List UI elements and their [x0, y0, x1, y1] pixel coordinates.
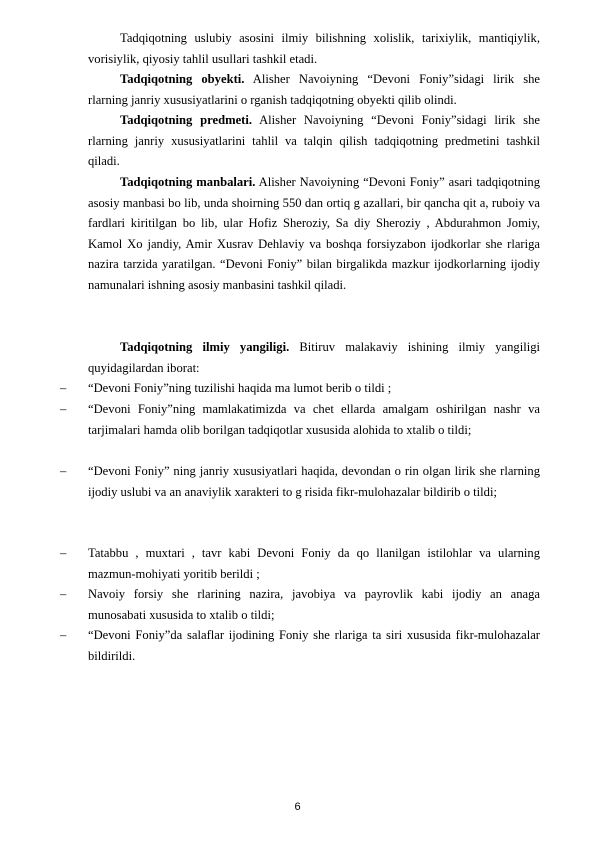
- paragraph-object: [88, 69, 540, 110]
- paragraph-text: Alisher Navoiyning “Devoni Foniy”sidagi lirik she rlarning janriy xususiyatlarini o rganish tadqiqotning obyekti qilib olindi.: [88, 72, 540, 107]
- paragraph-subject: [88, 110, 540, 172]
- paragraph-novelty: [88, 337, 540, 378]
- list-item: “Devoni Foniy”ning mamlakatimizda va chet ellarda amalgam oshirilgan nashr va tarjimalari hamda olib borilgan tadqiqotlar xususida alohida to xtalib o tildi;: [88, 402, 540, 437]
- list-item: Navoiy forsiy she rlarining nazira, javobiya va payrovlik kabi ijodiy an anaga munosabati xususida to xtalib o tildi;: [88, 587, 540, 622]
- bullet-marker: –: [60, 381, 67, 395]
- paragraph-methodology: [88, 28, 540, 69]
- paragraph-heading: Tadqiqotning manbalari.: [120, 175, 256, 189]
- paragraph-text: Bitiruv malakaviy ishining ilmiy yangiligi quyidagilardan iborat:: [88, 340, 541, 375]
- list-item: “Devoni Foniy” ning janriy xususiyatlari haqida, devondan o rin olgan lirik she rlarning ijodiy uslubi va an anaviylik xarakteri to g risida fikr-mulohazalar bildirib o tildi;: [88, 464, 540, 499]
- bullet-marker: –: [60, 464, 67, 478]
- paragraph-text: Alisher Navoiyning “Devoni Foniy” asari tadqiqotning asosiy manbasi bo lib, unda shoirning 550 dan ortiq g azallari, bir qancha qit a, ruboiy va fardlari kiritilgan bo lib, ular Hofiz Sheroziy, Sa diy Sheroziy , Abdurahmon Jomiy, Kamol Xo jandiy, Amir Xusrav Dehlaviy va boshqa forsiyzabon ijodkorlar she rlariga nazira tarzida yaratilgan. “Devoni Foniy” bilan birgalikda mazkur ijodkorlarning ijodiy namunalari ishning asosiy manbasini tashkil qiladi.: [88, 175, 540, 292]
- list-item: “Devoni Foniy”da salaflar ijodining Foniy she rlariga ta siri xususida fikr-mulohazalar bildirildi.: [88, 628, 540, 663]
- list-item: “Devoni Foniy”ning tuzilishi haqida ma lumot berib o tildi ;: [88, 381, 392, 395]
- paragraph-heading: Tadqiqotning obyekti.: [120, 72, 245, 86]
- paragraph-heading: Tadqiqotning ilmiy yangiligi.: [120, 340, 290, 354]
- paragraph-heading: Tadqiqotning predmeti.: [120, 113, 252, 127]
- paragraph-text: Alisher Navoiyning “Devoni Foniy”sidagi lirik she rlarning janriy xususiyatlarini tahlil va talqin qilish tadqiqotning predmetini tashkil qiladi.: [88, 113, 540, 168]
- bullet-marker: –: [60, 402, 67, 416]
- bullet-marker: –: [60, 546, 67, 560]
- bullet-marker: –: [60, 587, 67, 601]
- paragraph-text: Tadqiqotning uslubiy asosini ilmiy bilishning xolislik, tarixiylik, mantiqiylik, vorisiylik, qiyosiy tahlil usullari tashkil etadi.: [88, 31, 540, 66]
- paragraph-sources: [88, 172, 540, 295]
- bullet-marker: –: [60, 628, 67, 642]
- page-number: 6: [294, 801, 301, 813]
- list-item: Tatabbu , muxtari , tavr kabi Devoni Foniy da qo llanilgan istilohlar va ularning mazmun-mohiyati yoritib berildi ;: [88, 546, 540, 581]
